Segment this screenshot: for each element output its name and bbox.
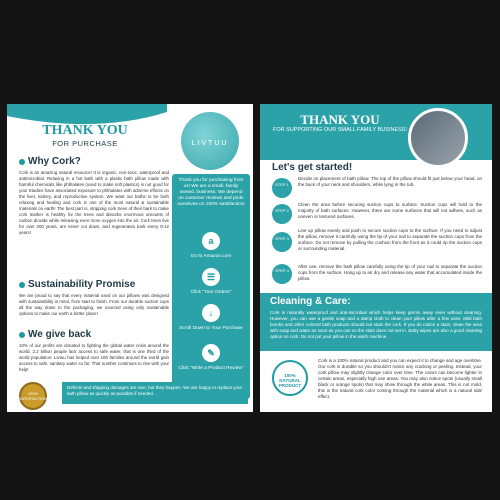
satisfaction-seal-icon: 100% SATISFACTION: [19, 382, 47, 410]
amazon-icon: a: [202, 232, 220, 250]
review-step-4: Click "Write a Product Review": [178, 366, 244, 371]
lets-get-started-heading: Let's get started!: [272, 162, 353, 173]
step-4-badge: STEP 4: [272, 264, 292, 284]
step-2-text: Clean the area before securing suction cups to surface. Suction cups will hold to the majority of bath surfaces. However, there are some surfaces that will not adhere, such as uneven or textured surfaces.: [298, 202, 482, 219]
step-1-badge: STEP 1: [272, 178, 292, 198]
thank-you-title: THANK YOU: [42, 123, 128, 138]
bullet-icon: [19, 282, 25, 288]
bottom-note: Defects and shipping damages are rare, but they happen. We are happy to replace your bath pillow as quickly as possible if needed.: [67, 385, 243, 396]
bullet-icon: [19, 159, 25, 165]
cleaning-care-heading: Cleaning & Care:: [270, 296, 351, 307]
pencil-icon: ✎: [202, 344, 220, 362]
review-intro: Thank you for purchasing from us! We are a small, family owned, business. We depend on customer reviews and pride ourselves on 100% satisfaction!: [177, 178, 245, 207]
review-step-2: Click "Your Orders": [190, 290, 232, 295]
natural-product-text: Cork is a 100% natural product and you can expect it to change and age overtime. Our cork is durable so you shouldn't notice any cracking or peeling. Instead, your cork pillow may slightly change color over time. The colors can become lighter in certain areas, especially high use areas. You may also notice spots (usually small black or orange spots) that may show through the white areas. This is not mold, this is the natural cork color coming through the material which is a natural side effect.: [318, 358, 482, 399]
review-step-3: Scroll Down to Your Purchase: [179, 326, 243, 331]
brand-logo-text: LIVTUU: [191, 140, 229, 147]
family-photo: [408, 108, 468, 168]
supporting-subtitle: FOR SUPPORTING OUR SMALL FAMILY BUSINESS!: [273, 127, 407, 133]
left-flyer: [7, 104, 253, 412]
review-step-1: Go to Amazon.com: [190, 254, 232, 259]
sustainability-heading: Sustainability Promise: [19, 279, 135, 290]
why-cork-text: Cork is an amazing natural resource! It is organic, non-toxic, waterproof and antimicrobial. Relaxing in a hot bath with a plastic bath pillow made with harmful chemicals like phthalates (used to make soft plastics) is not good for you! Studies have associated exposure to phthalates with adverse effects on the liver, kidney, and reproductive system. We want our baths to be both relaxing and healing and cork is one of the most natural & sustainable materials on earth! The best part is, stripping cork trees of their bark to make cork leather is healthy for the trees and absorbs enormous amounts of carbon dioxide while releasing even more oxygen into the air. Cork trees live for over 200 years, are never cut down, and regenerates bark every 9-12 years!: [19, 170, 169, 235]
cleaning-care-text: Cork is naturally waterproof and anti-microbial which helps keep germs away even without cleaning. However, you can use a gentle soap and a damp cloth to clean your pillow after a few uses. Mild bath bombs and other colored bath products should not stain the cork. If you do notice a stain, clean the area with soap and water as soon as you can so the stain does not set in. Baby wipes are also a good cleaning option on cork. Do not put your pillow in the wash machine.: [270, 310, 482, 339]
scroll-icon: ↓: [202, 304, 220, 322]
give-back-text: 10% of our profits are donated to fighting the global water crisis around the world. 2.2 billion people lack access to safe water, that is one third of the world population. Livtuu has helped over 100 families around the world gain access to safe, sanitary water so far. That number continues to rise with your help!: [19, 343, 169, 372]
step-2-badge: STEP 2: [272, 204, 292, 224]
sustainability-text: We are proud to say that every material used on our pillows was designed with sustainability in mind, from start to finish. From our durable suction cups all the way down to the packaging, we sourced using only sustainable options to make our earth a better place!: [19, 293, 169, 316]
step-3-text: Line up pillow evenly and push to secure suction cups to the surface. If you need to adjust the pillow, remove it carefully using the tip of your nail to separate the suction cups from the surface. Do not remove by pulling the cushion from the front as it could rip the suction cups or surrounding material.: [298, 228, 482, 251]
right-flyer: [260, 104, 492, 412]
step-1-text: Decide on placement of bath pillow. The top of the pillow should fit just below your head, on the back of your neck and shoulders, while lying in the tub.: [298, 176, 482, 187]
give-back-heading: We give back: [19, 329, 91, 340]
bullet-icon: [19, 332, 25, 338]
natural-product-badge-icon: 100% NATURAL PRODUCT: [272, 360, 308, 396]
step-3-badge: STEP 3: [272, 232, 292, 252]
step-4-text: After use, remove the bath pillow carefully using the tip of your nail to separate the suction cups from the surface. Hang up to air dry and release any water that accumulated inside the pillow.: [298, 264, 482, 281]
why-cork-heading: Why Cork?: [19, 156, 81, 167]
for-purchase-subtitle: FOR PURCHASE: [52, 139, 118, 148]
thank-you-title: THANK YOU: [300, 112, 380, 127]
orders-icon: ☰: [202, 268, 220, 286]
